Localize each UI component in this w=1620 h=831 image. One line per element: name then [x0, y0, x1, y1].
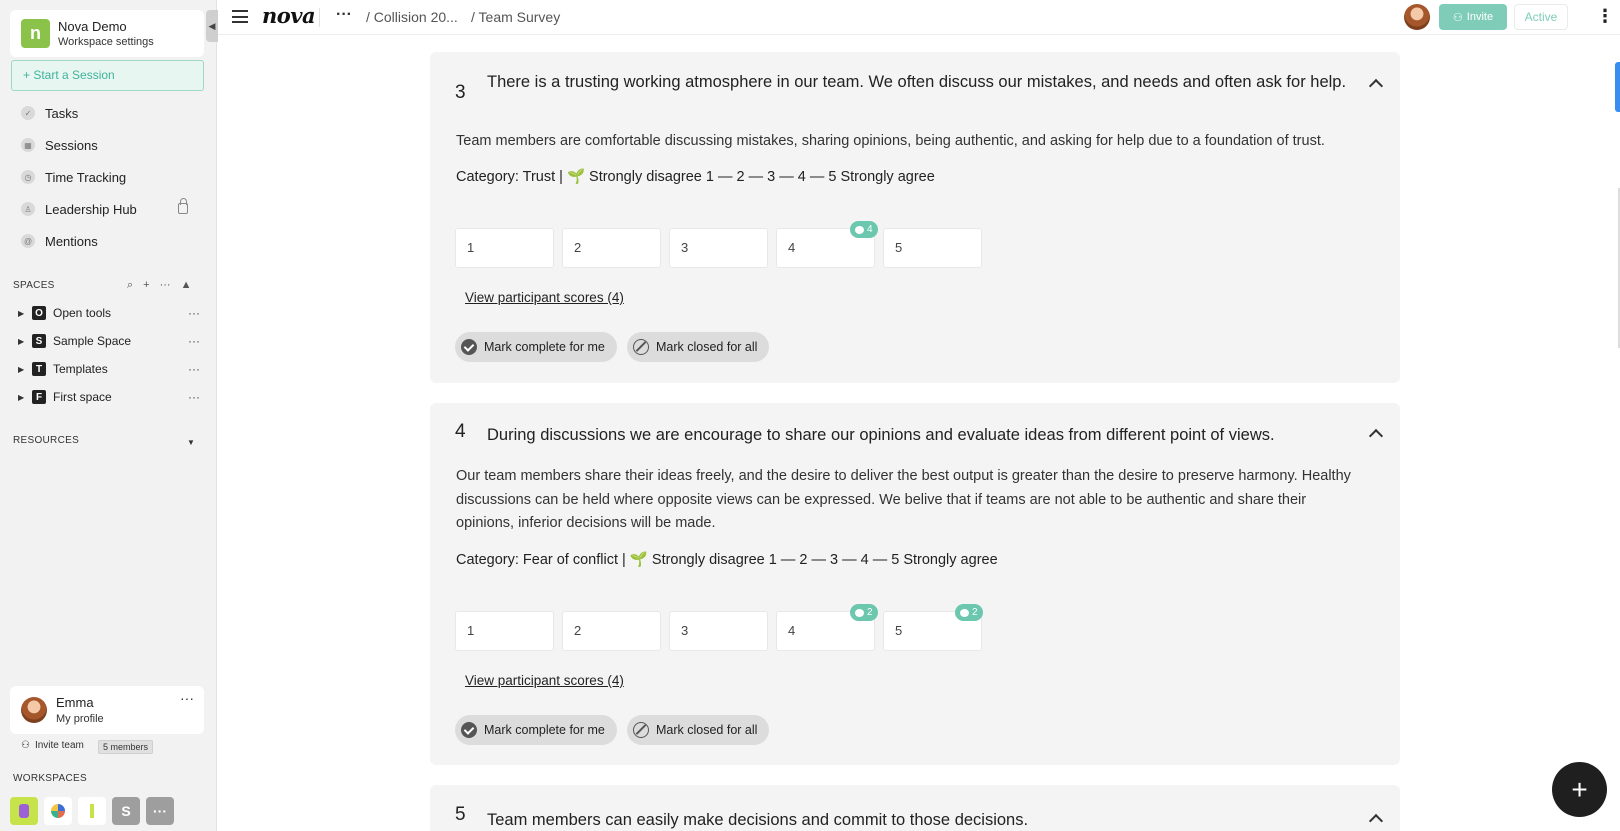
workspace-header[interactable]	[10, 10, 204, 57]
chevron-up-icon[interactable]	[1369, 814, 1383, 828]
sidebar-item-label: Leadership Hub	[45, 201, 137, 217]
expand-caret-icon[interactable]: ▶	[18, 308, 25, 318]
sidebar-item-sessions[interactable]	[21, 134, 98, 156]
ban-icon	[633, 722, 649, 738]
ban-icon	[633, 339, 649, 355]
vote-count-badge	[850, 604, 878, 621]
invite-team-button[interactable]	[21, 740, 84, 751]
mark-closed-button[interactable]	[627, 715, 769, 745]
question-card	[430, 785, 1400, 831]
question-category: Category: Trust | 🌱 Strongly disagree 1 — 2 — 3 — 4 — 5 Strongly agree	[456, 169, 935, 185]
space-item-templates[interactable]	[18, 359, 200, 379]
mark-complete-button[interactable]	[455, 332, 617, 362]
more-icon[interactable]: ···	[159, 279, 171, 291]
check-circle-icon: ✓	[21, 106, 35, 120]
mark-complete-label: Mark complete for me	[484, 340, 605, 354]
score-option[interactable]: 1	[455, 611, 554, 651]
more-workspaces-button[interactable]: ···	[146, 797, 174, 825]
vote-count-badge	[850, 221, 878, 238]
space-badge: F	[32, 390, 46, 404]
workspace-logo: n	[21, 19, 50, 48]
space-badge: T	[32, 362, 46, 376]
avatar	[21, 697, 47, 723]
person-icon: ♙	[21, 202, 35, 216]
sidebar-item-label: Mentions	[45, 233, 98, 249]
breadcrumb-collision[interactable]: / Collision 20...	[366, 9, 458, 25]
sidebar-item-time-tracking[interactable]	[21, 166, 126, 188]
score-option[interactable]: 4	[776, 611, 875, 651]
sidebar-item-leadership-hub[interactable]	[21, 198, 137, 220]
question-description: Team members are comfortable discussing mistakes, sharing opinions, being authentic, and asking for help due to a foundation of trust.	[456, 133, 1325, 149]
mark-closed-label: Mark closed for all	[656, 340, 758, 354]
brand-logo[interactable]: nova	[262, 3, 316, 28]
space-badge: S	[32, 334, 46, 348]
invite-button[interactable]	[1439, 4, 1507, 30]
divider	[319, 8, 320, 27]
grid-icon: ▦	[21, 138, 35, 152]
question-card	[430, 403, 1400, 765]
my-profile-link[interactable]: My profile	[56, 713, 104, 725]
sidebar-item-label: Tasks	[45, 105, 79, 121]
question-number: 4	[455, 421, 466, 442]
space-item-open-tools[interactable]	[18, 303, 200, 323]
mark-closed-label: Mark closed for all	[656, 723, 758, 737]
workspace-tile[interactable]: S	[112, 797, 140, 825]
profile-card[interactable]	[10, 686, 204, 734]
chevron-down-icon[interactable]: ▼	[187, 438, 195, 447]
main-content	[218, 35, 1620, 831]
mark-complete-label: Mark complete for me	[484, 723, 605, 737]
question-title: During discussions we are encourage to share our opinions and evaluate ideas from different point of views.	[487, 426, 1275, 444]
space-label: Open tools	[53, 306, 112, 320]
chevron-up-icon[interactable]: ▲	[180, 279, 192, 291]
score-option[interactable]: 3	[669, 611, 768, 651]
more-icon[interactable]: ···	[336, 6, 352, 23]
expand-caret-icon[interactable]: ▶	[18, 392, 25, 402]
status-button[interactable]: Active	[1514, 4, 1568, 30]
more-icon[interactable]: ···	[188, 390, 200, 404]
space-label: Sample Space	[53, 334, 132, 348]
start-session-button[interactable]: + Start a Session	[11, 60, 204, 91]
chevron-up-icon[interactable]	[1369, 79, 1383, 93]
lock-icon	[178, 203, 188, 214]
check-circle-icon	[461, 722, 477, 738]
workspace-switcher	[10, 797, 174, 825]
space-badge: O	[32, 306, 46, 320]
kebab-menu-icon[interactable]: ⋮	[1596, 6, 1614, 26]
score-option[interactable]: 5	[883, 611, 982, 651]
space-label: Templates	[53, 362, 108, 376]
mark-closed-button[interactable]	[627, 332, 769, 362]
avatar[interactable]	[1404, 4, 1430, 30]
check-circle-icon	[461, 339, 477, 355]
more-icon[interactable]: ···	[188, 334, 200, 348]
space-item-first-space[interactable]	[18, 387, 200, 407]
add-user-icon: ⚇	[21, 740, 30, 751]
comment-icon	[855, 226, 864, 234]
clock-icon: ◷	[21, 170, 35, 184]
vote-count: 2	[867, 607, 873, 618]
sidebar-item-label: Sessions	[45, 137, 98, 153]
sidebar	[0, 0, 217, 831]
score-option[interactable]: 2	[562, 611, 661, 651]
vote-count: 2	[972, 607, 978, 618]
vote-count-badge	[955, 604, 983, 621]
invite-team-label: Invite team	[34, 740, 84, 751]
add-button[interactable]: +	[1552, 762, 1607, 817]
members-badge: 5 members	[98, 740, 153, 754]
space-item-sample-space[interactable]	[18, 331, 200, 351]
workspace-tile[interactable]	[10, 797, 38, 825]
question-category: Category: Fear of conflict | 🌱 Strongly disagree 1 — 2 — 3 — 4 — 5 Strongly agree	[456, 552, 998, 568]
chevron-up-icon[interactable]	[1369, 429, 1383, 443]
expand-caret-icon[interactable]: ▶	[18, 336, 25, 346]
resources-heading[interactable]: RESOURCES	[13, 435, 80, 446]
collapse-sidebar-icon[interactable]: ◀	[206, 10, 218, 42]
menu-icon[interactable]	[232, 10, 248, 23]
sidebar-item-tasks[interactable]	[21, 102, 78, 124]
score-option[interactable]: 3	[669, 228, 768, 268]
question-title: Team members can easily make decisions and commit to those decisions.	[487, 811, 1029, 829]
topbar	[218, 0, 1620, 35]
comment-icon	[855, 609, 864, 617]
side-panel-tab[interactable]	[1615, 62, 1620, 112]
question-card	[430, 52, 1400, 383]
comment-icon	[960, 609, 969, 617]
expand-caret-icon[interactable]: ▶	[18, 364, 25, 374]
space-label: First space	[53, 390, 112, 404]
more-icon[interactable]: ···	[188, 362, 200, 376]
plus-icon[interactable]: +	[143, 279, 150, 291]
question-number: 3	[455, 82, 466, 103]
view-participant-scores-link[interactable]: View participant scores (4)	[465, 673, 624, 688]
question-title: There is a trusting working atmosphere in our team. We often discuss our mistakes, and needs and often ask for help.	[487, 73, 1347, 91]
workspace-settings-link[interactable]: Workspace settings	[58, 35, 154, 48]
more-icon[interactable]: ···	[180, 690, 194, 706]
at-icon: @	[21, 234, 35, 248]
mark-complete-button[interactable]	[455, 715, 617, 745]
more-icon[interactable]: ···	[188, 306, 200, 320]
search-icon[interactable]: ⌕	[127, 279, 134, 291]
profile-name: Emma	[56, 695, 94, 710]
invite-label: Invite	[1466, 11, 1494, 23]
score-option[interactable]: 1	[455, 228, 554, 268]
workspace-name: Nova Demo	[58, 18, 127, 34]
question-description: Our team members share their ideas freely, and the desire to deliver the best output is greater than the desire to preserve harmony. Healthy discussions can be held where opposite views can be expressed. We belive that if teams are not able to be authentic and share their opinions, inferior decisions will be made.	[456, 468, 1351, 531]
breadcrumb-team-survey[interactable]: / Team Survey	[471, 9, 561, 25]
sidebar-item-mentions[interactable]	[21, 230, 98, 252]
score-option[interactable]: 5	[883, 228, 982, 268]
view-participant-scores-link[interactable]: View participant scores (4)	[465, 290, 624, 305]
vote-count: 4	[867, 224, 873, 235]
score-option[interactable]: 4	[776, 228, 875, 268]
score-option[interactable]: 2	[562, 228, 661, 268]
workspace-tile[interactable]	[78, 797, 106, 825]
workspace-tile[interactable]	[44, 797, 72, 825]
sidebar-item-label: Time Tracking	[45, 169, 127, 185]
workspaces-heading: WORKSPACES	[13, 773, 87, 784]
spaces-toolbar	[127, 279, 192, 292]
spaces-heading: SPACES	[13, 280, 55, 291]
add-user-icon: ⚇	[1452, 11, 1463, 24]
question-number: 5	[455, 804, 466, 825]
